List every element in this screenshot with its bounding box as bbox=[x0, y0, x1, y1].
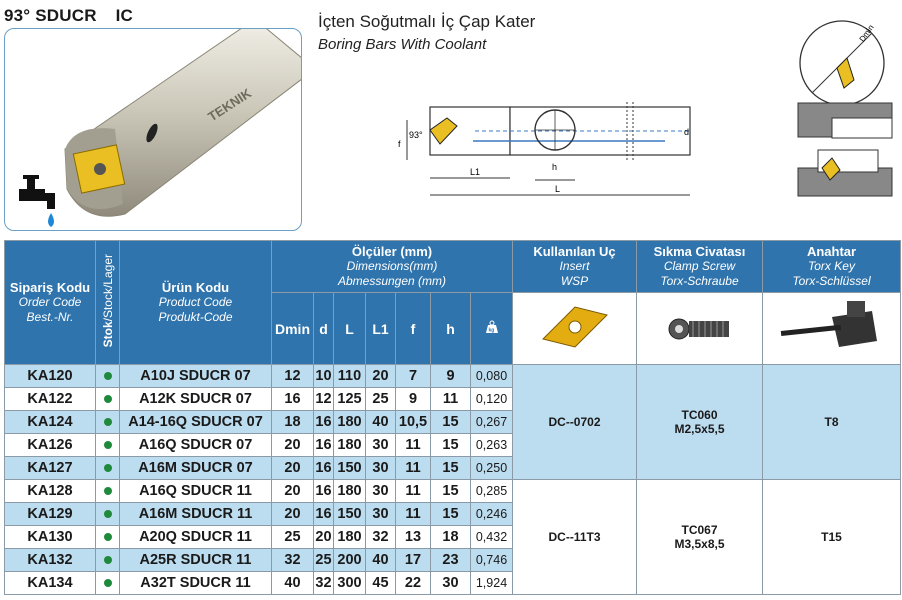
col-d: d bbox=[314, 293, 334, 365]
screw-icon bbox=[665, 307, 735, 347]
l1-value: 30 bbox=[366, 434, 396, 457]
product-code: A20Q SDUCR 11 bbox=[120, 526, 272, 549]
header-torx-key: Anahtar Torx Key Torx-Schlüssel bbox=[763, 241, 901, 293]
stock-status bbox=[96, 365, 120, 388]
l1-value: 20 bbox=[366, 365, 396, 388]
l-value: 180 bbox=[334, 526, 366, 549]
label-angle: 93° bbox=[409, 130, 423, 140]
torx-key-icon bbox=[777, 297, 887, 357]
col-h: h bbox=[431, 293, 471, 365]
l1-value: 45 bbox=[366, 572, 396, 595]
h-value: 23 bbox=[431, 549, 471, 572]
col-weight bbox=[471, 293, 513, 365]
brand-text: TEKNIK bbox=[205, 85, 254, 125]
col-l1: L1 bbox=[366, 293, 396, 365]
col-dmin: Dmin bbox=[272, 293, 314, 365]
f-value: 9 bbox=[396, 388, 431, 411]
stock-status bbox=[96, 503, 120, 526]
header-dimensions: Ölçüler (mm) Dimensions(mm) Abmessungen (mm) bbox=[272, 241, 513, 293]
d-value: 16 bbox=[314, 480, 334, 503]
clamp-screw-code bbox=[637, 480, 763, 595]
product-code: A14-16Q SDUCR 07 bbox=[120, 411, 272, 434]
header-product-code: Ürün Kodu Product Code Produkt-Code bbox=[120, 241, 272, 365]
l-value: 110 bbox=[334, 365, 366, 388]
weight-value: 0,267 bbox=[471, 411, 513, 434]
dmin-value: 20 bbox=[272, 434, 314, 457]
stock-status bbox=[96, 572, 120, 595]
dmin-value: 20 bbox=[272, 457, 314, 480]
product-code: A10J SDUCR 07 bbox=[120, 365, 272, 388]
family-suffix: IC bbox=[115, 6, 134, 25]
weight-icon bbox=[485, 320, 499, 334]
d-value: 20 bbox=[314, 526, 334, 549]
svg-text:kg: kg bbox=[488, 327, 494, 334]
in-stock-dot-icon bbox=[104, 395, 112, 403]
order-code: KA132 bbox=[5, 549, 96, 572]
in-stock-dot-icon bbox=[104, 441, 112, 449]
header-order-code: Sipariş Kodu Order Code Best.-Nr. bbox=[5, 241, 96, 365]
header-clamp-screw: Sıkma Civatası Clamp Screw Torx-Schraube bbox=[637, 241, 763, 293]
l1-value: 25 bbox=[366, 388, 396, 411]
product-family-title bbox=[4, 6, 133, 26]
l-value: 150 bbox=[334, 457, 366, 480]
h-value: 15 bbox=[431, 457, 471, 480]
heading-english: Boring Bars With Coolant bbox=[318, 36, 487, 53]
l-value: 125 bbox=[334, 388, 366, 411]
screw-image bbox=[637, 293, 763, 365]
l-value: 150 bbox=[334, 503, 366, 526]
product-code: A16M SDUCR 07 bbox=[120, 457, 272, 480]
stock-status bbox=[96, 434, 120, 457]
screw-code: TC060 bbox=[681, 408, 718, 422]
dmin-value: 32 bbox=[272, 549, 314, 572]
boring-bar-photo bbox=[5, 29, 302, 231]
f-value: 10,5 bbox=[396, 411, 431, 434]
order-code: KA120 bbox=[5, 365, 96, 388]
product-code: A16Q SDUCR 11 bbox=[120, 480, 272, 503]
table-row bbox=[5, 365, 901, 388]
stock-status bbox=[96, 411, 120, 434]
d-value: 16 bbox=[314, 503, 334, 526]
d-value: 16 bbox=[314, 411, 334, 434]
weight-value: 0,080 bbox=[471, 365, 513, 388]
h-value: 9 bbox=[431, 365, 471, 388]
header-stock: Stok/Stock/Lager bbox=[96, 241, 120, 365]
insert-code: DC--11T3 bbox=[513, 480, 637, 595]
weight-value: 0,285 bbox=[471, 480, 513, 503]
heading-turkish: İçten Soğutmalı İç Çap Kater bbox=[318, 12, 536, 31]
label-d: d bbox=[684, 127, 690, 137]
l1-value: 40 bbox=[366, 549, 396, 572]
f-value: 11 bbox=[396, 503, 431, 526]
in-stock-dot-icon bbox=[104, 418, 112, 426]
order-code: KA127 bbox=[5, 457, 96, 480]
product-code: A25R SDUCR 11 bbox=[120, 549, 272, 572]
in-stock-dot-icon bbox=[104, 556, 112, 564]
in-stock-dot-icon bbox=[104, 464, 112, 472]
l-value: 180 bbox=[334, 480, 366, 503]
order-code: KA134 bbox=[5, 572, 96, 595]
dmin-value: 40 bbox=[272, 572, 314, 595]
f-value: 11 bbox=[396, 434, 431, 457]
h-value: 15 bbox=[431, 480, 471, 503]
in-stock-dot-icon bbox=[104, 533, 112, 541]
product-code: A32T SDUCR 11 bbox=[120, 572, 272, 595]
insert-code: DC--0702 bbox=[513, 365, 637, 480]
in-stock-dot-icon bbox=[104, 579, 112, 587]
order-code: KA122 bbox=[5, 388, 96, 411]
order-code: KA128 bbox=[5, 480, 96, 503]
dmin-value: 12 bbox=[272, 365, 314, 388]
d-value: 25 bbox=[314, 549, 334, 572]
coolant-tap-icon bbox=[19, 175, 55, 227]
in-stock-dot-icon bbox=[104, 487, 112, 495]
table-row bbox=[5, 480, 901, 503]
l1-value: 40 bbox=[366, 411, 396, 434]
weight-value: 0,120 bbox=[471, 388, 513, 411]
torx-key-code: T15 bbox=[763, 480, 901, 595]
d-value: 12 bbox=[314, 388, 334, 411]
weight-value: 0,246 bbox=[471, 503, 513, 526]
stock-status bbox=[96, 526, 120, 549]
l-value: 300 bbox=[334, 572, 366, 595]
order-code: KA124 bbox=[5, 411, 96, 434]
product-code: A12K SDUCR 07 bbox=[120, 388, 272, 411]
product-photo bbox=[4, 28, 302, 231]
stock-status bbox=[96, 480, 120, 503]
h-value: 15 bbox=[431, 434, 471, 457]
d-value: 32 bbox=[314, 572, 334, 595]
h-value: 18 bbox=[431, 526, 471, 549]
header-insert: Kullanılan Uç Insert WSP bbox=[513, 241, 637, 293]
f-value: 7 bbox=[396, 365, 431, 388]
h-value: 11 bbox=[431, 388, 471, 411]
dmin-value: 20 bbox=[272, 480, 314, 503]
stock-status bbox=[96, 549, 120, 572]
product-code: A16M SDUCR 11 bbox=[120, 503, 272, 526]
col-l: L bbox=[334, 293, 366, 365]
l-value: 180 bbox=[334, 434, 366, 457]
weight-value: 0,263 bbox=[471, 434, 513, 457]
d-value: 16 bbox=[314, 434, 334, 457]
key-image bbox=[763, 293, 901, 365]
in-stock-dot-icon bbox=[104, 372, 112, 380]
label-l1: L1 bbox=[470, 167, 481, 177]
d-value: 16 bbox=[314, 457, 334, 480]
label-l: L bbox=[555, 184, 561, 194]
dmin-value: 16 bbox=[272, 388, 314, 411]
f-value: 11 bbox=[396, 457, 431, 480]
h-value: 15 bbox=[431, 411, 471, 434]
family-code: 93° SDUCR bbox=[4, 6, 97, 25]
f-value: 13 bbox=[396, 526, 431, 549]
minimum-bore-diagram bbox=[792, 8, 897, 223]
label-h: h bbox=[552, 162, 558, 172]
dmin-value: 18 bbox=[272, 411, 314, 434]
screw-size: M3,5x8,5 bbox=[674, 537, 725, 551]
insert-image bbox=[513, 293, 637, 365]
in-stock-dot-icon bbox=[104, 510, 112, 518]
stock-status bbox=[96, 388, 120, 411]
insert-icon bbox=[535, 299, 615, 355]
f-value: 22 bbox=[396, 572, 431, 595]
screw-code: TC067 bbox=[681, 523, 718, 537]
product-table bbox=[4, 240, 901, 595]
l1-value: 30 bbox=[366, 503, 396, 526]
dimension-drawing bbox=[395, 90, 695, 210]
order-code: KA126 bbox=[5, 434, 96, 457]
order-code: KA130 bbox=[5, 526, 96, 549]
weight-value: 0,432 bbox=[471, 526, 513, 549]
stock-status bbox=[96, 457, 120, 480]
label-dmin: Dmin bbox=[857, 23, 876, 44]
screw-size: M2,5x5,5 bbox=[674, 422, 725, 436]
f-value: 11 bbox=[396, 480, 431, 503]
l1-value: 32 bbox=[366, 526, 396, 549]
l-value: 200 bbox=[334, 549, 366, 572]
h-value: 15 bbox=[431, 503, 471, 526]
f-value: 17 bbox=[396, 549, 431, 572]
clamp-screw-code bbox=[637, 365, 763, 480]
col-f: f bbox=[396, 293, 431, 365]
d-value: 10 bbox=[314, 365, 334, 388]
order-code: KA129 bbox=[5, 503, 96, 526]
weight-value: 0,250 bbox=[471, 457, 513, 480]
label-f: f bbox=[398, 139, 401, 149]
h-value: 30 bbox=[431, 572, 471, 595]
l-value: 180 bbox=[334, 411, 366, 434]
torx-key-code: T8 bbox=[763, 365, 901, 480]
weight-value: 0,746 bbox=[471, 549, 513, 572]
l1-value: 30 bbox=[366, 457, 396, 480]
weight-value: 1,924 bbox=[471, 572, 513, 595]
l1-value: 30 bbox=[366, 480, 396, 503]
dmin-value: 25 bbox=[272, 526, 314, 549]
product-code: A16Q SDUCR 07 bbox=[120, 434, 272, 457]
dmin-value: 20 bbox=[272, 503, 314, 526]
